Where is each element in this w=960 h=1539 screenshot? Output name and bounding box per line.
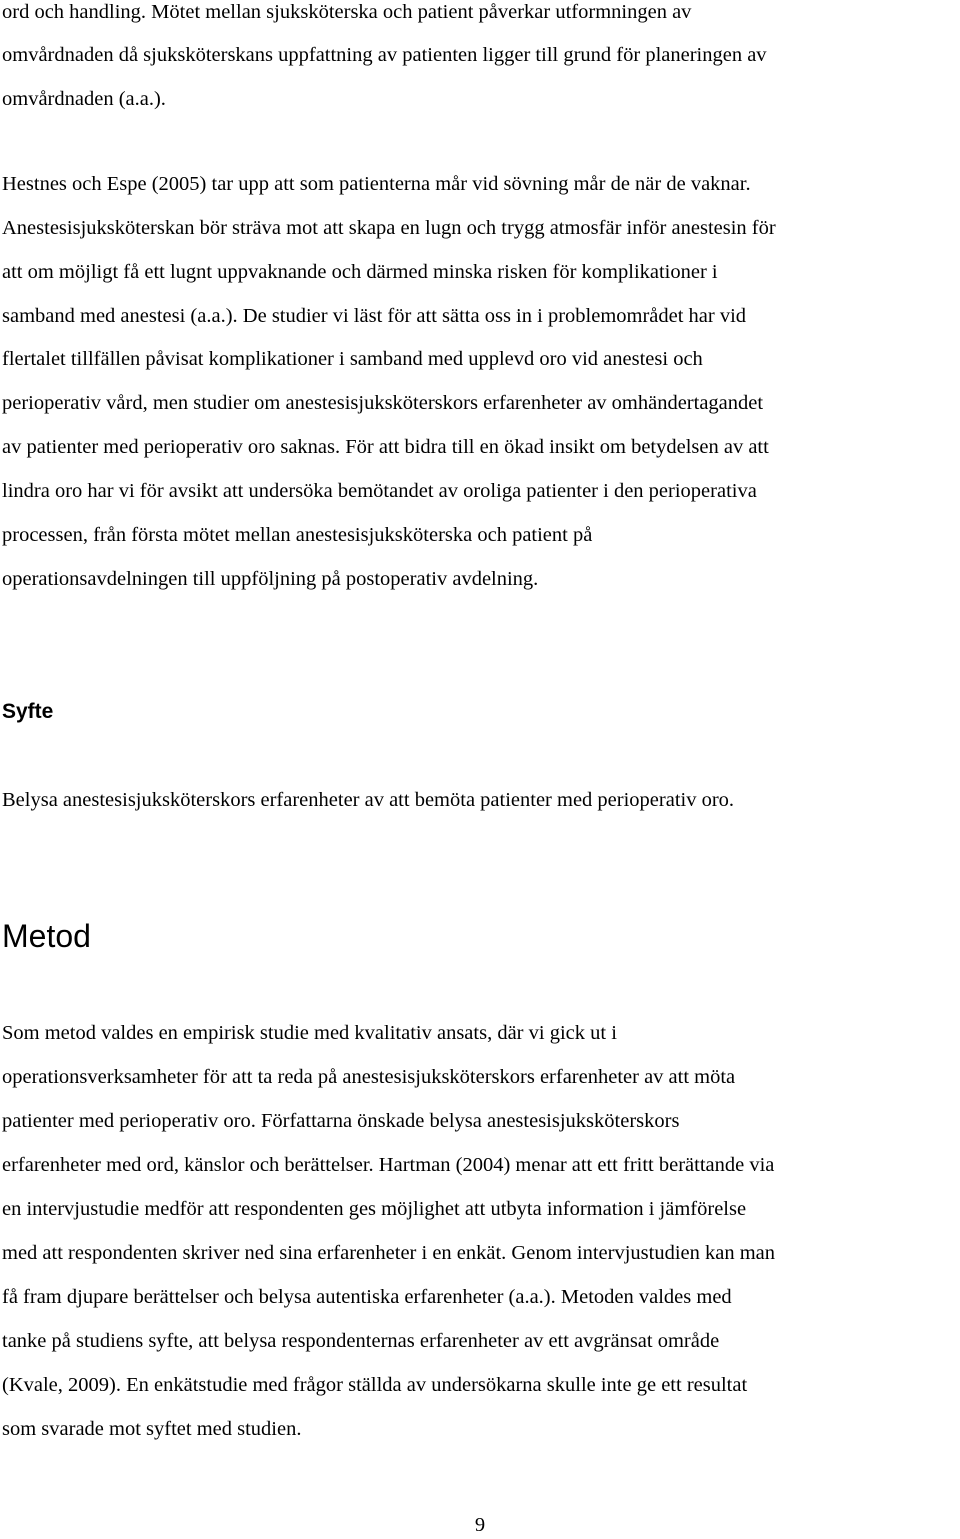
text-line: ord och handling. Mötet mellan sjuksköterska och patient påverkar utformningen av (2, 1, 692, 23)
text-line: Som metod valdes en empirisk studie med kvalitativ ansats, där vi gick ut i (2, 1022, 617, 1044)
text-line: operationsverksamheter för att ta reda på anestesisjuksköterskors erfarenheter av att möta (2, 1066, 736, 1088)
text-line: tanke på studiens syfte, att belysa respondenternas erfarenheter av ett avgränsat område (2, 1330, 720, 1352)
syfte-text: Belysa anestesisjuksköterskors erfarenheter av att bemöta patienter med perioperativ oro. (2, 789, 735, 811)
text-line: samband med anestesi (a.a.). De studier vi läst för att sätta oss in i problemområdet har vid (2, 305, 747, 327)
text-line: att om möjligt få ett lugnt uppvaknande och därmed minska risken för komplikationer i (2, 261, 718, 283)
page-number: 9 (474, 1514, 486, 1536)
text-line: processen, från första mötet mellan anestesisjuksköterska och patient på (2, 524, 593, 546)
text-line: erfarenheter med ord, känslor och berättelser. Hartman (2004) menar att ett fritt berättande via (2, 1154, 775, 1176)
text-line: med att respondenten skriver ned sina erfarenheter i en enkät. Genom intervjustudien kan man (2, 1242, 776, 1264)
text-line: patienter med perioperativ oro. Författarna önskade belysa anestesisjuksköterskors (2, 1110, 680, 1132)
text-line: lindra oro har vi för avsikt att undersöka bemötandet av oroliga patienter i den perioperativa (2, 480, 757, 502)
text-line: omvårdnaden då sjuksköterskans uppfattning av patienten ligger till grund för planeringen av (2, 44, 767, 66)
text-line: Hestnes och Espe (2005) tar upp att som patienterna mår vid sövning mår de när de vaknar. (2, 173, 751, 195)
section-heading-metod: Metod (2, 918, 91, 954)
text-line: av patienter med perioperativ oro saknas. För att bidra till en ökad insikt om betydelsen av att (2, 436, 769, 458)
text-line: som svarade mot syftet med studien. (2, 1418, 302, 1440)
text-line: flertalet tillfällen påvisat komplikationer i samband med upplevd oro vid anestesi och (2, 348, 703, 370)
text-line: en intervjustudie medför att respondenten ges möjlighet att utbyta information i jämförelse (2, 1198, 747, 1220)
text-line: operationsavdelningen till uppföljning på postoperativ avdelning. (2, 568, 539, 590)
text-line: perioperativ vård, men studier om anestesisjuksköterskors erfarenheter av omhändertagandet (2, 392, 764, 414)
text-line: (Kvale, 2009). En enkätstudie med frågor ställda av undersökarna skulle inte ge ett resultat (2, 1374, 748, 1396)
section-heading-syfte: Syfte (2, 700, 54, 723)
text-line: Anestesisjuksköterskan bör sträva mot att skapa en lugn och trygg atmosfär inför anestesin för (2, 217, 776, 239)
text-line: omvårdnaden (a.a.). (2, 88, 166, 110)
text-line: få fram djupare berättelser och belysa autentiska erfarenheter (a.a.). Metoden valdes med (2, 1286, 732, 1308)
